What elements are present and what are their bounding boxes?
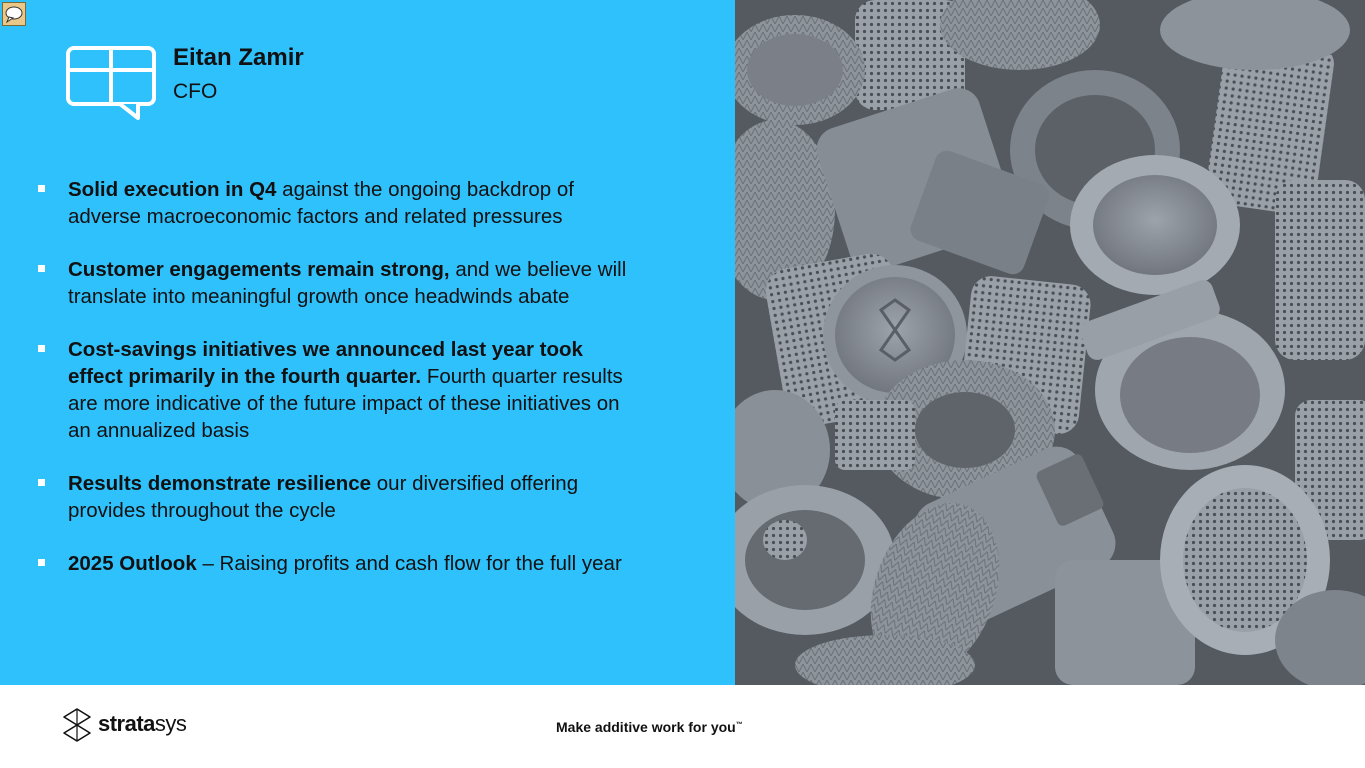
bullet-square-icon [38, 479, 45, 486]
bullet-item [36, 550, 636, 577]
bullet-square-icon [38, 345, 45, 352]
bullet-item [36, 176, 636, 230]
speech-bubble-icon [64, 44, 158, 122]
trademark-mark: ™ [735, 721, 743, 729]
bullet-bold-text: Results demonstrate resilience [68, 472, 372, 495]
tagline [556, 719, 743, 735]
bullet-bold-text: Cost-savings initiatives we announced last year took effect primarily in the fourth quarter. [68, 338, 583, 388]
bullet-bold-text: 2025 Outlook [68, 552, 197, 575]
logo-bold-text: strata [98, 711, 155, 736]
stratasys-logo [98, 711, 186, 737]
content-panel [0, 0, 735, 685]
bullet-square-icon [38, 559, 45, 566]
speaker-name: Eitan Zamir [173, 44, 304, 71]
bullet-text: our diversified offering provides throughout the cycle [68, 472, 579, 522]
bullet-text: Fourth quarter results are more indicative of the future impact of these initiatives on an annualized basis [68, 365, 623, 442]
bullet-text: against the ongoing backdrop of adverse macroeconomic factors and related pressures [68, 178, 574, 228]
product-photo [735, 0, 1365, 685]
bullet-square-icon [38, 185, 45, 192]
speaker-role: CFO [173, 80, 218, 103]
bullet-item [36, 256, 636, 310]
comment-icon[interactable] [2, 2, 26, 26]
stratasys-logo-icon [62, 708, 92, 742]
tagline-text: Make additive work for you [556, 719, 736, 735]
bullet-list [36, 176, 636, 603]
logo-light-text: sys [154, 711, 187, 736]
bullet-item [36, 336, 636, 444]
bullet-bold-text: Solid execution in Q4 [68, 178, 277, 201]
bullet-text: – Raising profits and cash flow for the full year [196, 552, 622, 575]
bullet-text: and we believe will translate into meaningful growth once headwinds abate [68, 258, 627, 308]
bullet-item [36, 470, 636, 524]
bullet-bold-text: Customer engagements remain strong, [68, 258, 450, 281]
bullet-square-icon [38, 265, 45, 272]
